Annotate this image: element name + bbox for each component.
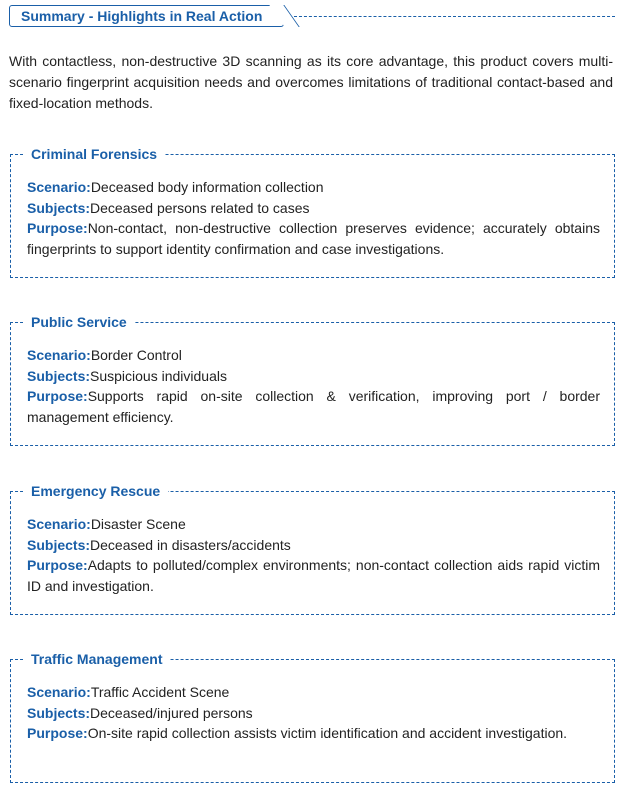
scenario-label: Scenario: [27, 179, 91, 195]
purpose-label: Purpose: [27, 388, 88, 405]
purpose-label: Purpose: [27, 557, 88, 574]
purpose-row [27, 555, 600, 596]
subjects-value: Deceased in disasters/accidents [90, 536, 291, 553]
card-traffic-management [10, 651, 615, 783]
card-emergency-rescue [10, 483, 615, 615]
scenario-row [27, 682, 600, 703]
subjects-row [27, 703, 600, 724]
subjects-label: Subjects: [27, 536, 91, 553]
subjects-value: Deceased/injured persons [90, 704, 253, 721]
card-public-service [10, 314, 615, 446]
scenario-value: Border Control [90, 347, 182, 363]
subjects-value: Suspicious individuals [90, 367, 227, 384]
purpose-value: Supports rapid on-site collection & verification, improving port / border management efficiency. [27, 388, 600, 426]
purpose-label: Purpose: [27, 725, 88, 742]
scenario-row [27, 345, 600, 366]
scenario-value: Deceased body information collection [90, 179, 324, 195]
purpose-value: Non-contact, non-destructive collection preserves evidence; accurately obtains fingerprints to support identity confirmation and case investigations. [27, 220, 600, 258]
purpose-row [27, 218, 600, 259]
subjects-row [27, 198, 600, 219]
purpose-value: On-site rapid collection assists victim identification and accident investigation. [87, 725, 568, 742]
card-body [27, 682, 600, 744]
intro-paragraph: With contactless, non-destructive 3D scanning as its core advantage, this product covers multi-scenario fingerprint acquisition needs and overcomes limitations of traditional contact-based and fixed-location methods. [9, 53, 613, 111]
card-criminal-forensics [10, 146, 615, 278]
card-body [27, 514, 600, 597]
section-title-tab [9, 5, 284, 27]
scenario-row [27, 514, 600, 535]
scenario-value: Disaster Scene [90, 516, 186, 532]
purpose-row [27, 723, 600, 744]
scenario-row [27, 177, 600, 198]
subjects-label: Subjects: [27, 367, 91, 384]
card-title: Emergency Rescue [23, 482, 168, 500]
card-body [27, 345, 600, 428]
card-title: Criminal Forensics [23, 145, 165, 163]
card-title: Traffic Management [23, 650, 170, 668]
purpose-value: Adapts to polluted/complex environments; non-contact collection aids rapid victim ID and investigation. [27, 557, 600, 595]
scenario-label: Scenario: [27, 347, 91, 363]
subjects-label: Subjects: [27, 704, 91, 721]
card-title: Public Service [23, 313, 135, 331]
subjects-value: Deceased persons related to cases [90, 199, 310, 216]
header-dashed-divider [294, 16, 615, 17]
section-title: Summary - Highlights in Real Action [21, 8, 263, 24]
scenario-value: Traffic Accident Scene [90, 684, 230, 700]
card-body [27, 177, 600, 260]
scenario-label: Scenario: [27, 684, 91, 700]
subjects-row [27, 366, 600, 387]
subjects-label: Subjects: [27, 199, 91, 216]
section-header [9, 5, 615, 29]
purpose-row [27, 386, 600, 427]
purpose-label: Purpose: [27, 220, 88, 237]
scenario-label: Scenario: [27, 516, 91, 532]
subjects-row [27, 535, 600, 556]
